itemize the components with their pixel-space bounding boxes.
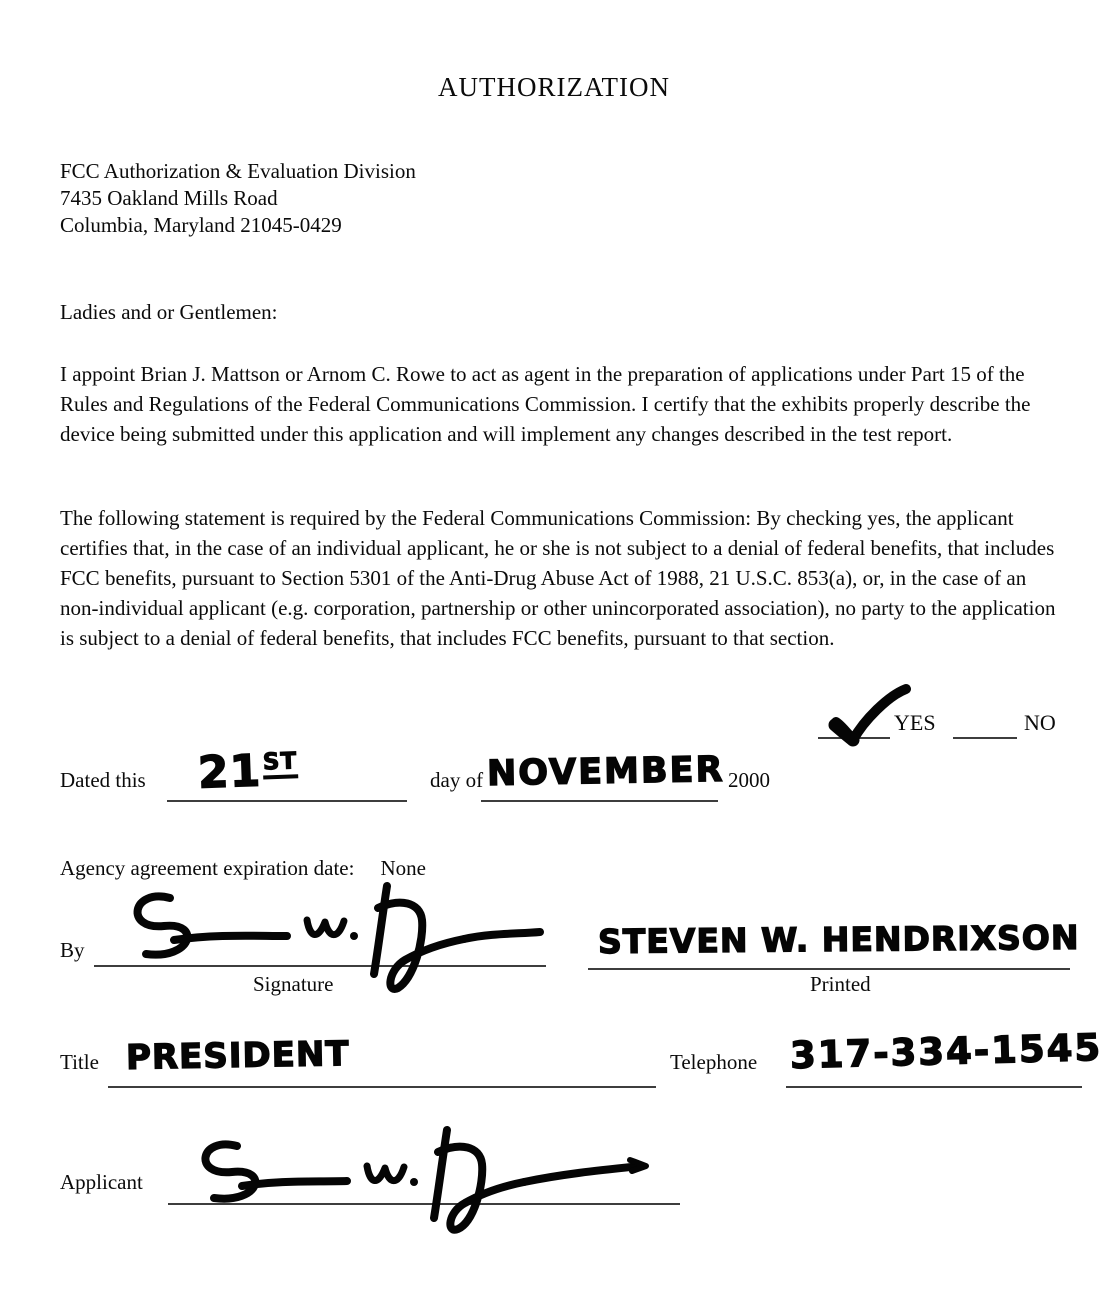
applicant-label: Applicant <box>60 1170 143 1194</box>
handwritten-applicant-signature-icon <box>162 1118 682 1233</box>
day-suffix: ST <box>262 749 297 780</box>
handwritten-month: NOVEMBER <box>486 749 725 795</box>
printed-name-line <box>588 968 1070 970</box>
title-label: Title <box>60 1050 99 1074</box>
agency-expiration-value: None <box>380 856 426 880</box>
telephone-label: Telephone <box>670 1050 758 1074</box>
printed-caption: Printed <box>810 972 871 996</box>
agency-expiration-label: Agency agreement expiration date: <box>60 856 355 880</box>
day-number: 21 <box>197 745 263 799</box>
paragraph-certification: The following statement is required by the Federal Communications Commission: By checking yes, the applicant certifies that, in the case of an individual applicant, he or she is not subject to a denial of federal benefits, that includes FCC benefits, pursuant to Section 5301 of the Anti-Drug Abuse Act of 1988, 21 U.S.C. 853(a), or, in the case of an non-individual applicant (e.g. corporation, partnership or other unincorporated association), no party to the application is subject to a denial of federal benefits, that includes FCC benefits, pursuant to that section. <box>60 506 1056 650</box>
handwritten-title: PRESIDENT <box>125 1034 350 1078</box>
recipient-line-1: FCC Authorization & Evaluation Division <box>60 159 416 183</box>
handwritten-day <box>197 744 298 798</box>
telephone-blank-line <box>786 1086 1082 1088</box>
handwritten-printed-name: STEVEN W. HENDRIXSON <box>597 917 1080 962</box>
salutation: Ladies and or Gentlemen: <box>60 300 278 324</box>
dated-prefix: Dated this <box>60 768 146 792</box>
by-label: By <box>60 938 85 962</box>
recipient-line-2: 7435 Oakland Mills Road <box>60 186 278 210</box>
day-blank-line <box>167 800 407 802</box>
dated-connector: day of <box>430 768 484 792</box>
recipient-address <box>60 158 416 239</box>
signature-caption: Signature <box>253 972 334 996</box>
page-title: AUTHORIZATION <box>438 72 670 102</box>
no-answer-line <box>953 737 1017 739</box>
title-blank-line <box>108 1086 656 1088</box>
recipient-line-3: Columbia, Maryland 21045-0429 <box>60 213 342 237</box>
no-label: NO <box>1024 710 1056 735</box>
paragraph-appointment: I appoint Brian J. Mattson or Arnom C. Rowe to act as agent in the preparation of applications under Part 15 of the Rules and Regulations of the Federal Communications Commission. I certify that the exhibits properly describe the device being submitted under this application and will implement any changes described in the test report. <box>60 362 1031 446</box>
month-blank-line <box>481 800 718 802</box>
yes-label: YES <box>894 710 936 735</box>
handwritten-telephone: 317-334-1545 <box>789 1025 1103 1078</box>
dated-year: 2000 <box>728 768 770 792</box>
